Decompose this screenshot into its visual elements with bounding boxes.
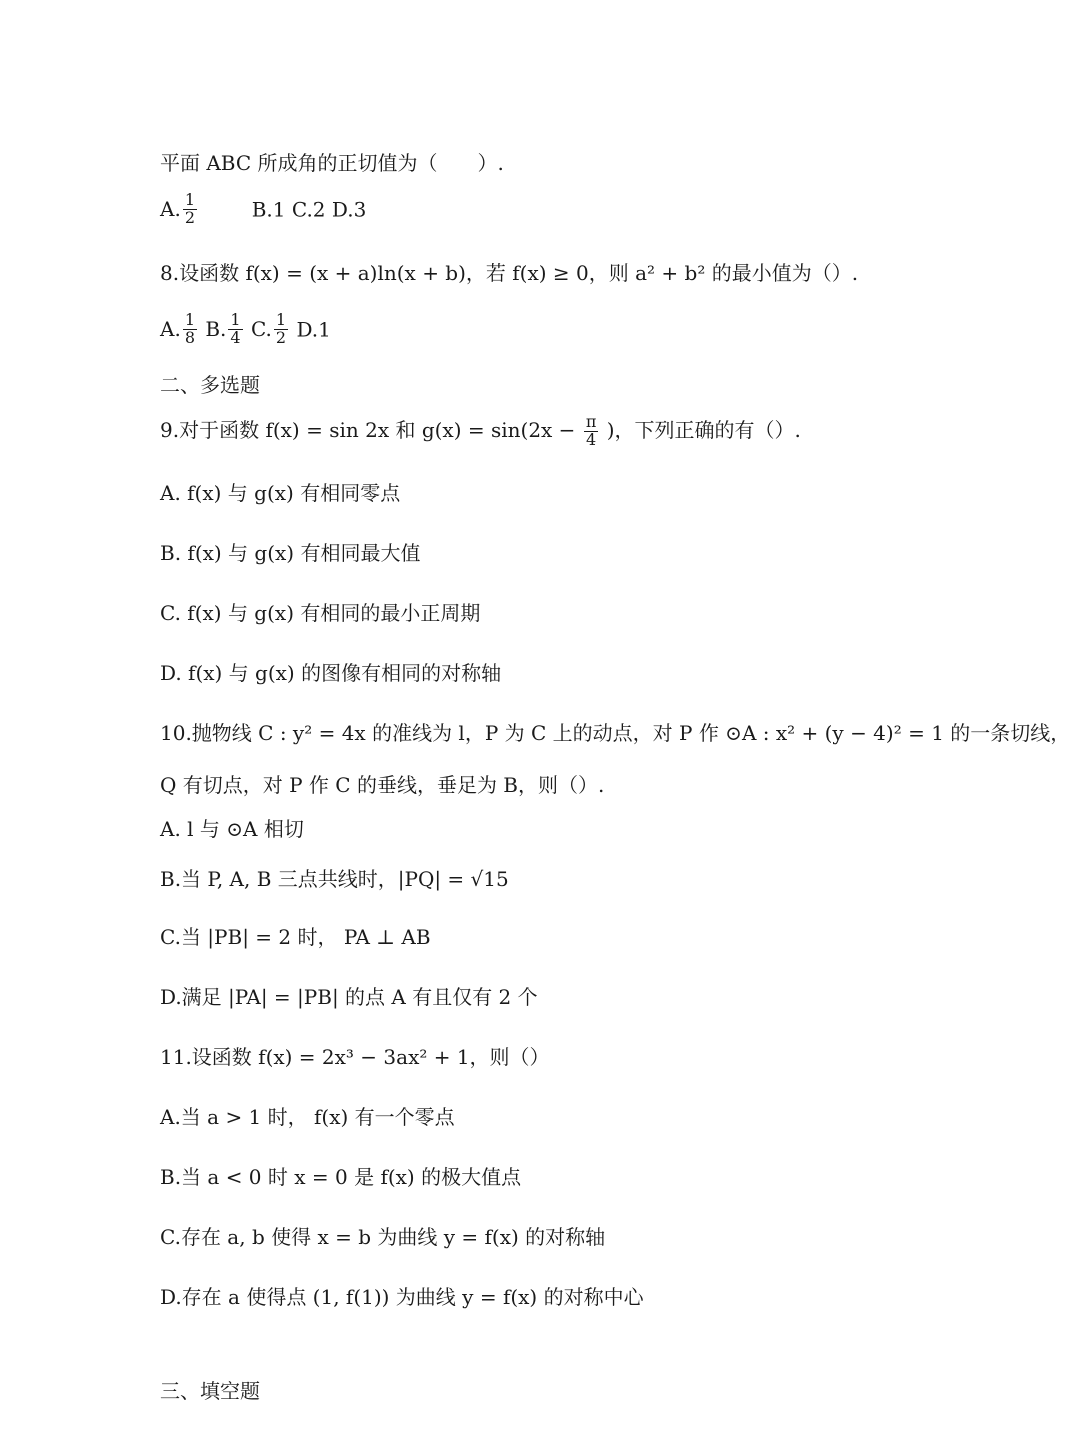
section-heading-fill-in: 三、填空题 [160,1379,260,1403]
fraction-denominator: 4 [585,429,597,449]
fraction-denominator: 2 [184,207,195,227]
q9-stem-post: )，下列正确的有（）. [606,417,801,442]
q9-stem [160,414,801,449]
q10-option-b: B.当 P, A, B 三点共线时，|PQ| = √15 [160,867,509,891]
q11-stem: 11.设函数 f(x) = 2x³ − 3ax² + 1，则（） [160,1045,550,1069]
q8-option-b-label: B. [205,317,227,342]
q9-option-b: B. f(x) 与 g(x) 有相同最大值 [160,541,421,565]
q7-options [160,192,366,227]
fraction-numerator: 1 [275,310,287,329]
q9-option-a: A. f(x) 与 g(x) 有相同零点 [160,481,401,505]
q11-option-b: B.当 a < 0 时 x = 0 是 f(x) 的极大值点 [160,1165,522,1189]
q10-option-a: A. l 与 ⊙A 相切 [160,817,304,841]
q7-option-a-fraction [183,192,197,227]
q9-stem-pre: 9.对于函数 f(x) = sin 2x 和 g(x) = sin(2x − [160,417,576,442]
q10-stem-line2: Q 有切点，对 P 作 C 的垂线，垂足为 B，则（）. [160,773,605,797]
q8-option-a-label: A. [160,317,181,342]
q7-option-a-label: A. [160,197,181,222]
fraction-numerator: π [585,412,597,431]
q8-option-c-label: C. [250,317,272,342]
q9-option-d: D. f(x) 与 g(x) 的图像有相同的对称轴 [160,661,502,685]
fraction-denominator: 4 [230,327,241,347]
fraction-denominator: 2 [275,327,287,347]
q7-tail: 平面 ABC 所成角的正切值为（ ）. [160,151,504,175]
q11-option-d: D.存在 a 使得点 (1, f(1)) 为曲线 y = f(x) 的对称中心 [160,1285,644,1309]
q8-option-b-fraction [228,312,242,347]
fraction-denominator: 8 [184,327,195,347]
fraction-numerator: 1 [184,190,195,209]
q11-option-c: C.存在 a, b 使得 x = b 为曲线 y = f(x) 的对称轴 [160,1225,606,1249]
q11-option-a: A.当 a > 1 时， f(x) 有一个零点 [160,1105,455,1129]
q9-pi-over-4-fraction [584,414,599,449]
section-heading-multiple-choice: 二、多选题 [160,373,260,397]
q10-stem-line1: 10.抛物线 C : y² = 4x 的准线为 l，P 为 C 上的动点，对 P 作 ⊙A : x² + (y − 4)² = 1 的一条切线， [160,721,1071,745]
q9-option-c: C. f(x) 与 g(x) 有相同的最小正周期 [160,601,481,625]
q7-options-rest: B.1 C.2 D.3 [251,197,367,222]
q8-option-c-fraction [274,312,288,347]
q8-option-a-fraction [183,312,197,347]
q10-option-c: C.当 |PB| = 2 时， PA ⊥ AB [160,925,431,949]
q8-stem: 8.设函数 f(x) = (x + a)ln(x + b)，若 f(x) ≥ 0，则 a² + b² 的最小值为（）. [160,261,859,285]
fraction-numerator: 1 [230,310,241,329]
fraction-numerator: 1 [184,310,195,329]
q10-option-d: D.满足 |PA| = |PB| 的点 A 有且仅有 2 个 [160,985,538,1009]
q8-option-d: D.1 [296,317,331,342]
q8-options [160,312,331,347]
